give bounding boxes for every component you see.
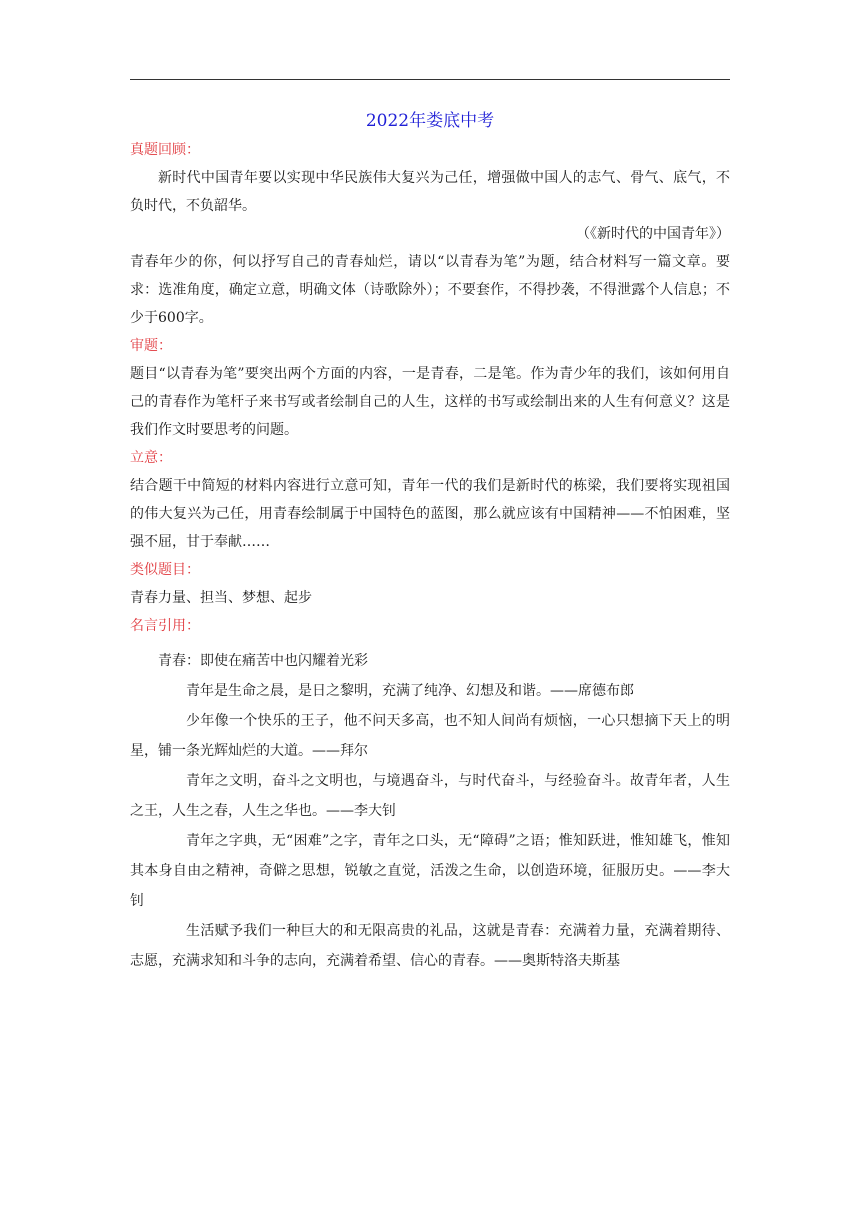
page-title: 2022年娄底中考 xyxy=(365,111,495,131)
similar-label: 类似题目： xyxy=(130,562,200,578)
quote-item: 少年像一个快乐的王子，他不问天多高，也不知人间尚有烦恼，一心只想摘下天上的明星，铺一条光辉灿烂的大道。——拜尔 xyxy=(130,713,730,759)
quote-item: 青年是生命之晨，是日之黎明，充满了纯净、幻想及和谐。——席德布郎 xyxy=(186,683,634,699)
header-rule xyxy=(130,79,730,80)
prompt-text: 青春年少的你，何以抒写自己的青春灿烂，请以“以青春为笔”为题，结合材料写一篇文章。要求：选准角度，确定立意，明确文体（诗歌除外）；不要套作，不得抄袭，不得泄露个人信息；不少于600字。 xyxy=(130,254,730,326)
theme-label: 立意： xyxy=(130,450,172,466)
theme-text: 结合题干中简短的材料内容进行立意可知，青年一代的我们是新时代的栋梁，我们要将实现祖国的伟大复兴为己任，用青春绘制属于中国特色的蓝图，那么就应该有中国精神——不怕困难，坚强不屈，甘于奉献…… xyxy=(130,478,730,550)
quotes-label: 名言引用： xyxy=(130,618,200,634)
recall-label: 真题回顾： xyxy=(130,142,200,158)
material-text: 新时代中国青年要以实现中华民族伟大复兴为己任，增强做中国人的志气、骨气、底气，不负时代，不负韶华。 xyxy=(130,170,730,214)
similar-text: 青春力量、担当、梦想、起步 xyxy=(130,590,312,606)
material-source: （《新时代的中国青年》） xyxy=(576,226,730,242)
quotes-heading: 青春：即使在痛苦中也闪耀着光彩 xyxy=(158,653,368,669)
document-body xyxy=(130,108,730,976)
quote-item: 青年之文明，奋斗之文明也，与境遇奋斗，与时代奋斗，与经验奋斗。故青年者，人生之王，人生之春，人生之华也。——李大钊 xyxy=(130,773,730,819)
quotes-list xyxy=(130,646,730,976)
analysis-text: 题目“以青春为笔”要突出两个方面的内容，一是青春，二是笔。作为青少年的我们，该如何用自己的青春作为笔杆子来书写或者绘制自己的人生，这样的书写或绘制出来的人生有何意义？这是我们作文时要思考的问题。 xyxy=(130,366,730,438)
quote-item: 生活赋予我们一种巨大的和无限高贵的礼品，这就是青春：充满着力量，充满着期待、志愿，充满求知和斗争的志向，充满着希望、信心的青春。——奥斯特洛夫斯基 xyxy=(130,923,730,969)
analysis-label: 审题： xyxy=(130,338,172,354)
quote-item: 青年之字典，无“困难”之字，青年之口头，无“障碍”之语；惟知跃进，惟知雄飞，惟知其本身自由之精神，奇僻之思想，锐敏之直觉，活泼之生命，以创造环境，征服历史。——李大钊 xyxy=(130,833,730,909)
